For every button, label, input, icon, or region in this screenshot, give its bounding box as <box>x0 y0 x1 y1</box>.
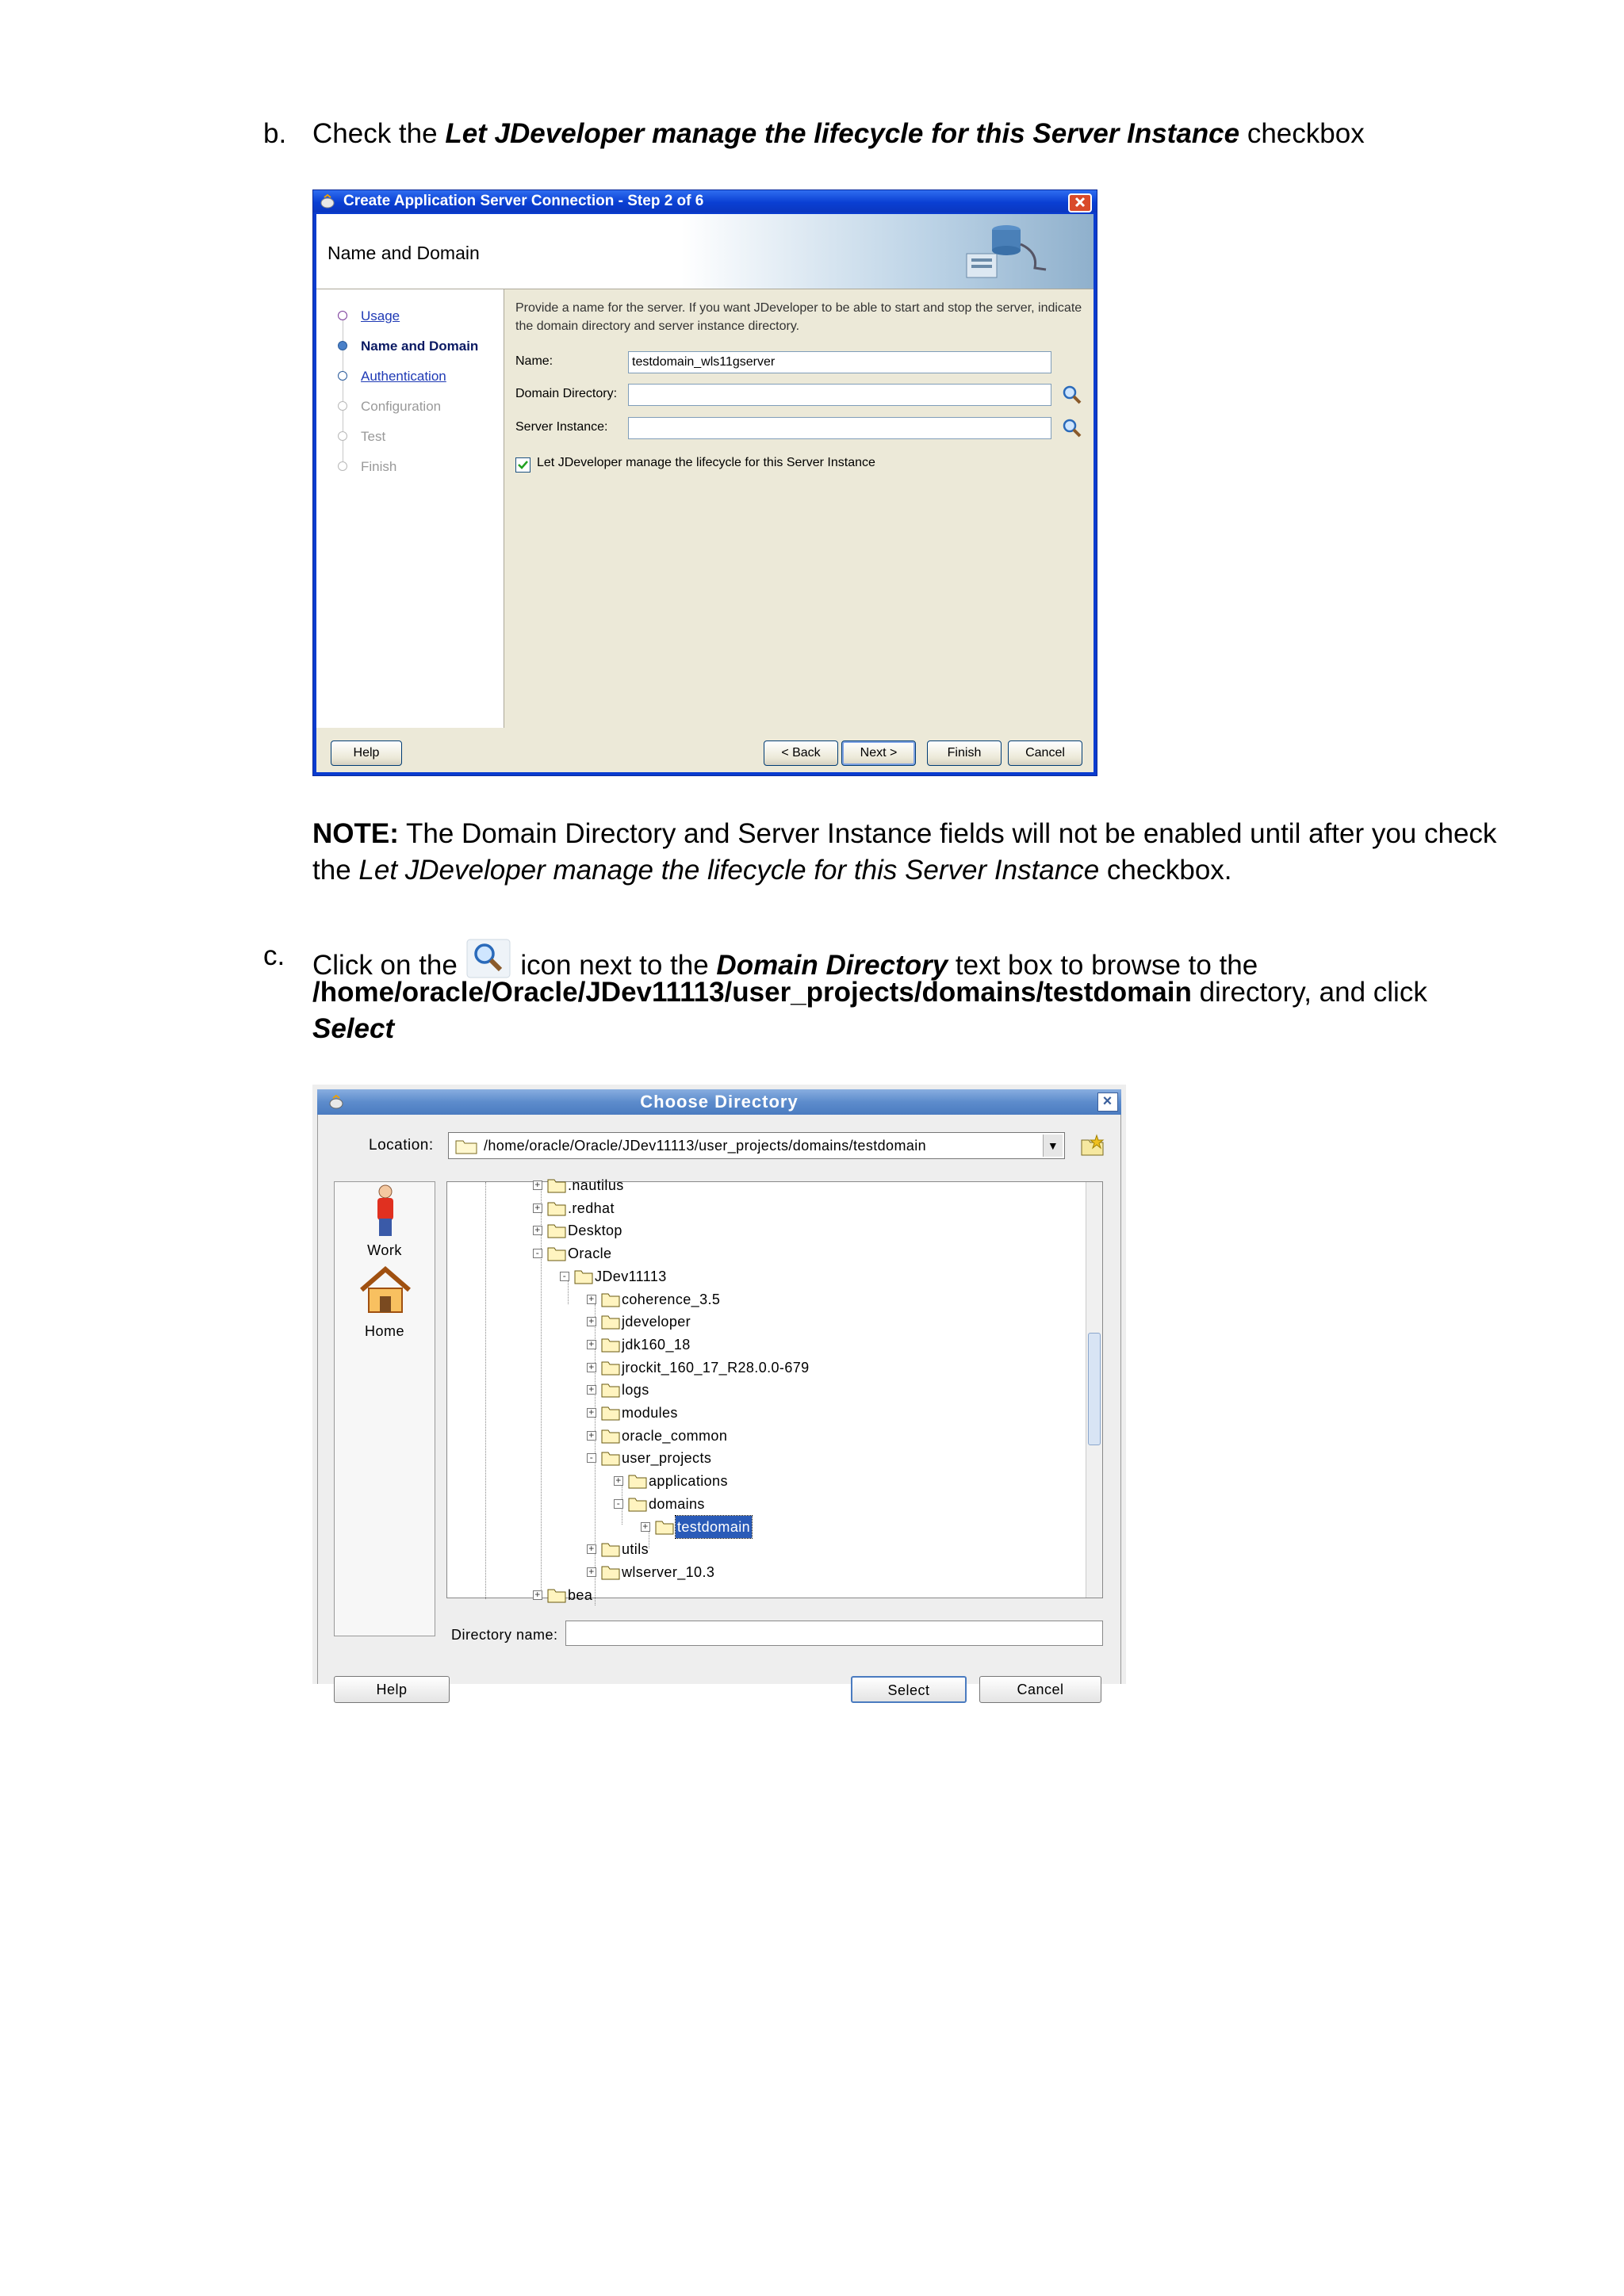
expander-icon[interactable]: + <box>614 1476 623 1486</box>
expander-icon[interactable]: + <box>533 1590 542 1600</box>
search-icon[interactable] <box>1061 417 1083 439</box>
expander-icon[interactable]: + <box>587 1544 596 1554</box>
tree-item-label[interactable]: domains <box>649 1495 705 1512</box>
folder-icon <box>601 1382 620 1398</box>
lifecycle-checkbox[interactable] <box>515 457 530 473</box>
cancel-button[interactable]: Cancel <box>1008 740 1082 766</box>
shortcuts-panel <box>334 1181 435 1636</box>
folder-icon <box>655 1519 674 1535</box>
tree-item-label[interactable]: .redhat <box>568 1200 615 1216</box>
location-label: Location: <box>369 1137 434 1154</box>
server-instance-field[interactable] <box>628 417 1051 439</box>
note-line-2 <box>312 852 1232 889</box>
tree-item-label[interactable]: Desktop <box>568 1223 622 1239</box>
tree-item-label[interactable]: wlserver_10.3 <box>622 1563 715 1580</box>
expander-icon[interactable]: + <box>533 1181 542 1190</box>
domain-directory-label: Domain Directory: <box>515 387 618 400</box>
step-c-field-name: Domain Directory <box>716 950 948 981</box>
name-label: Name: <box>515 354 553 368</box>
step-c-prefix: Click on the <box>312 950 465 981</box>
step-c-after-path: directory, and click <box>1191 977 1427 1008</box>
tree-item-label[interactable]: logs <box>622 1382 649 1399</box>
expander-icon[interactable]: + <box>587 1567 596 1577</box>
tree-item-label[interactable]: JDev11113 <box>595 1268 667 1284</box>
directory-name-label: Directory name: <box>451 1627 558 1643</box>
domain-directory-field[interactable] <box>628 384 1051 406</box>
select-button[interactable]: Select <box>851 1676 967 1703</box>
back-button[interactable]: < Back <box>764 740 838 766</box>
folder-icon <box>547 1177 566 1193</box>
folder-icon <box>628 1496 647 1512</box>
choose-directory-dialog <box>312 1085 1126 1698</box>
expander-icon[interactable]: + <box>641 1522 650 1532</box>
step-b-suffix: checkbox <box>1239 118 1365 149</box>
step-configuration: Configuration <box>361 399 442 414</box>
name-field[interactable]: testdomain_wls11gserver <box>628 351 1051 373</box>
tree-item-label[interactable]: bea <box>568 1586 593 1603</box>
server-instance-label: Server Instance: <box>515 420 608 434</box>
tree-item-label[interactable]: oracle_common <box>622 1427 728 1444</box>
step-c-after-field: text box to browse to the <box>948 950 1258 981</box>
folder-icon <box>601 1428 620 1444</box>
note-label: NOTE: <box>312 818 399 849</box>
note-text-2-emphasis: Let JDeveloper manage the lifecycle for this Server Instance <box>358 855 1100 886</box>
expander-icon[interactable]: - <box>587 1453 596 1463</box>
header-title: Name and Domain <box>327 243 480 263</box>
note-text-2-suffix: checkbox. <box>1099 855 1232 886</box>
shortcut-home-label[interactable]: Home <box>364 1323 404 1339</box>
step-c-letter: c. <box>263 940 285 971</box>
tree-item-label[interactable]: user_projects <box>622 1450 712 1467</box>
note-text-2-prefix: the <box>312 855 359 886</box>
expander-icon[interactable]: + <box>587 1295 596 1304</box>
location-value: /home/oracle/Oracle/JDev11113/user_projects/domains/testdomain <box>484 1138 927 1154</box>
folder-icon <box>601 1314 620 1330</box>
folder-icon <box>601 1405 620 1421</box>
tree-item-label[interactable]: jrockit_160_17_R28.0.0-679 <box>622 1359 810 1376</box>
work-icon[interactable] <box>370 1184 401 1239</box>
location-combo[interactable] <box>448 1132 1065 1159</box>
expander-icon[interactable]: - <box>614 1499 623 1509</box>
wizard-description: Provide a name for the server. If you want JDeveloper to be able to start and stop the server, indicate the domain directory and server instance directory. <box>515 301 1082 333</box>
expander-icon[interactable]: + <box>587 1385 596 1395</box>
folder-icon <box>601 1564 620 1580</box>
new-folder-icon[interactable] <box>1079 1134 1106 1158</box>
expander-icon[interactable]: + <box>587 1340 596 1349</box>
directory-tree[interactable] <box>446 1177 1103 1603</box>
step-c-middle: icon next to the <box>512 950 717 981</box>
step-c-line-2 <box>312 974 1427 1011</box>
expander-icon[interactable]: + <box>533 1226 542 1235</box>
wizard-content <box>504 289 1094 728</box>
close-icon[interactable] <box>1068 193 1092 212</box>
step-test: Test <box>361 429 386 444</box>
help-button[interactable]: Help <box>334 1676 450 1703</box>
dialog2-body <box>317 1115 1121 1698</box>
finish-button[interactable]: Finish <box>927 740 1002 766</box>
tree-item-label[interactable]: jdeveloper <box>622 1314 691 1330</box>
expander-icon[interactable]: + <box>587 1363 596 1372</box>
step-b-prefix: Check the <box>312 118 446 149</box>
step-dot <box>338 311 347 320</box>
step-finish: Finish <box>361 459 397 474</box>
step-c-action: Select <box>312 1013 395 1044</box>
chevron-down-icon[interactable]: ▼ <box>1043 1135 1063 1157</box>
jdeveloper-icon <box>320 194 335 209</box>
server-graphic-icon <box>959 220 1062 284</box>
folder-icon <box>455 1138 477 1154</box>
checkmark-icon <box>516 458 530 472</box>
step-authentication[interactable]: Authentication <box>361 369 446 384</box>
tree-guide-line <box>568 1280 569 1304</box>
folder-icon <box>601 1292 620 1307</box>
expander-icon[interactable]: - <box>560 1272 569 1281</box>
tree-item-label[interactable]: testdomain <box>676 1516 752 1538</box>
note-line-1 <box>312 816 1496 852</box>
close-icon[interactable]: × <box>1097 1093 1118 1112</box>
tree-guide-line <box>485 1182 486 1599</box>
dialog1-body <box>316 214 1094 772</box>
folder-icon <box>601 1450 620 1466</box>
tree-item-label[interactable]: Oracle <box>568 1246 612 1262</box>
dialog1-title: Create Application Server Connection - Step 2 of 6 <box>343 193 704 209</box>
tree-item-label[interactable]: applications <box>649 1473 728 1490</box>
dialog1-header <box>316 214 1094 289</box>
folder-icon <box>601 1360 620 1376</box>
step-b-emphasis: Let JDeveloper manage the lifecycle for this Server Instance <box>445 118 1240 149</box>
step-b-instruction <box>312 116 1365 152</box>
tree-item-label[interactable]: modules <box>622 1405 678 1421</box>
folder-icon <box>601 1541 620 1557</box>
create-connection-dialog <box>312 189 1097 776</box>
shortcut-work-label[interactable]: Work <box>367 1242 402 1258</box>
step-dot <box>338 401 347 411</box>
tree-item-label[interactable]: .nautilus <box>568 1177 624 1193</box>
expander-icon[interactable]: + <box>587 1408 596 1418</box>
folder-icon <box>547 1223 566 1238</box>
dialog2-titlebar <box>317 1089 1121 1115</box>
expander-icon[interactable]: + <box>533 1203 542 1213</box>
directory-name-field[interactable] <box>565 1621 1103 1646</box>
folder-icon <box>628 1473 647 1489</box>
step-usage[interactable]: Usage <box>361 308 400 323</box>
home-icon[interactable] <box>358 1266 413 1315</box>
wizard-steps-panel <box>316 289 504 728</box>
lifecycle-checkbox-label[interactable]: Let JDeveloper manage the lifecycle for this Server Instance <box>537 456 875 469</box>
folder-icon <box>574 1269 593 1284</box>
tree-item-label[interactable]: jdk160_18 <box>622 1336 691 1353</box>
expander-icon[interactable]: + <box>587 1431 596 1441</box>
scroll-thumb[interactable] <box>1088 1333 1101 1445</box>
expander-icon[interactable]: - <box>533 1249 542 1258</box>
search-icon[interactable] <box>1061 384 1083 406</box>
dialog1-titlebar <box>313 190 1097 212</box>
cancel-button[interactable]: Cancel <box>979 1676 1101 1703</box>
step-name-and-domain: Name and Domain <box>361 339 479 354</box>
step-dot <box>338 371 347 381</box>
step-dot <box>338 341 347 350</box>
next-button[interactable]: Next > <box>841 740 916 766</box>
dialog2-title: Choose Directory <box>640 1092 799 1112</box>
jdeveloper-icon <box>328 1094 344 1110</box>
tree-item-label[interactable]: coherence_3.5 <box>622 1291 721 1307</box>
note-text-1: The Domain Directory and Server Instance fields will not be enabled until after you check <box>398 818 1497 849</box>
tree-item-label[interactable]: utils <box>622 1541 649 1558</box>
tree-scrollbar[interactable] <box>1086 1182 1102 1598</box>
step-c-path: /home/oracle/Oracle/JDev11113/user_projects/domains/testdomain <box>312 977 1192 1008</box>
step-dot <box>338 431 347 441</box>
folder-icon <box>601 1337 620 1353</box>
step-b-letter: b. <box>263 118 287 149</box>
tree-guide-line <box>541 1182 542 1599</box>
folder-icon <box>547 1200 566 1216</box>
expander-icon[interactable]: + <box>587 1317 596 1326</box>
folder-icon <box>547 1587 566 1603</box>
step-dot <box>338 461 347 471</box>
folder-icon <box>547 1246 566 1261</box>
help-button[interactable]: Help <box>331 740 402 766</box>
